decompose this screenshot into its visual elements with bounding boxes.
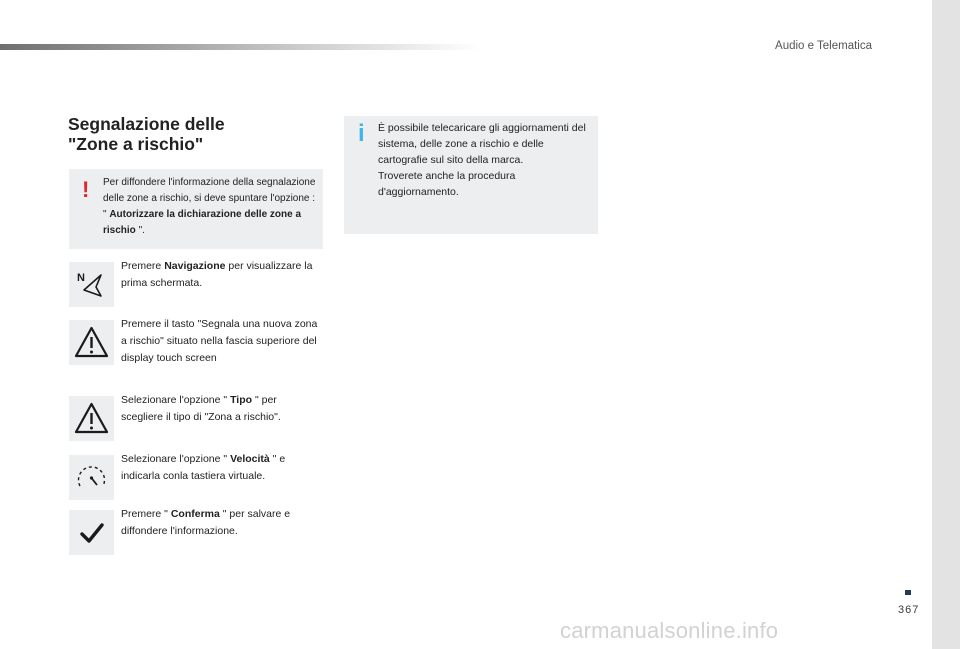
step-3-text: [121, 392, 321, 426]
warning-triangle-icon: [69, 396, 114, 441]
step-3-bold: Tipo: [230, 394, 253, 406]
step-3-pre: Selezionare l'opzione ": [121, 394, 231, 406]
page-number: 367: [898, 604, 920, 616]
step-4-post: " e indicarla conla tastiera virtuale.: [121, 453, 286, 482]
warning-text-post: ".: [135, 225, 145, 236]
step-4-text: [121, 451, 321, 485]
step-5-bold: Conferma: [170, 508, 220, 520]
step-5-post: " per salvare e diffondere l'informazione.: [121, 508, 291, 537]
step-5-pre: Premere ": [121, 508, 171, 520]
info-text-line1: È possibile telecaricare gli aggiornamenti del sistema, delle zone a rischio e delle cartografie sul sito della marca.: [378, 122, 586, 166]
step-1-post: per visualizzare la prima schermata.: [121, 260, 313, 289]
step-5-text: [121, 506, 321, 540]
section-title: Audio e Telematica: [775, 40, 872, 52]
step-2-pre: Premere il tasto "Segnala una nuova zona a rischio" situato nella fascia superiore del display touch screen: [121, 318, 318, 364]
step-1-bold: Navigazione: [164, 260, 226, 272]
page-marker: [905, 590, 911, 595]
step-icon-confirm: [69, 510, 114, 555]
warning-text-pre: Per diffondere l'informazione della segnalazione delle zone a rischio, si deve spuntare l'opzione : ": [103, 177, 316, 220]
step-icon-type: [69, 396, 114, 441]
page-title-line2: "Zone a rischio": [68, 134, 204, 154]
step-1-pre: Premere: [121, 260, 165, 272]
warning-triangle-icon: [69, 320, 114, 365]
info-icon: i: [358, 120, 365, 147]
step-icon-navigation: [69, 262, 114, 307]
warning-note: [69, 169, 323, 249]
step-icon-speed: [69, 455, 114, 500]
step-4-pre: Selezionare l'opzione ": [121, 453, 231, 465]
info-text-line2: Troverete anche la procedura d'aggiornamento.: [378, 170, 516, 198]
navigation-icon: [69, 262, 114, 307]
info-text: [378, 120, 588, 200]
step-4-bold: Velocità: [230, 453, 270, 465]
warning-text: [103, 175, 318, 239]
exclamation-icon: !: [82, 177, 90, 202]
page-title-line1: Segnalazione delle: [68, 114, 225, 134]
step-2-text: [121, 316, 321, 367]
page-edge-band: [932, 0, 960, 649]
step-icon-warning: [69, 320, 114, 365]
page-title: [68, 114, 308, 154]
svg-text:N: N: [77, 272, 85, 284]
warning-text-bold: Autorizzare la dichiarazione delle zone a rischio: [103, 209, 302, 236]
header-gradient-bar: [0, 44, 480, 50]
watermark: carmanualsonline.info: [560, 618, 779, 643]
info-note: [344, 116, 598, 234]
step-1-text: [121, 258, 321, 292]
checkmark-icon: [69, 510, 114, 555]
step-3-post: " per scegliere il tipo di "Zona a rischio".: [121, 394, 281, 423]
speedometer-icon: [69, 455, 114, 500]
